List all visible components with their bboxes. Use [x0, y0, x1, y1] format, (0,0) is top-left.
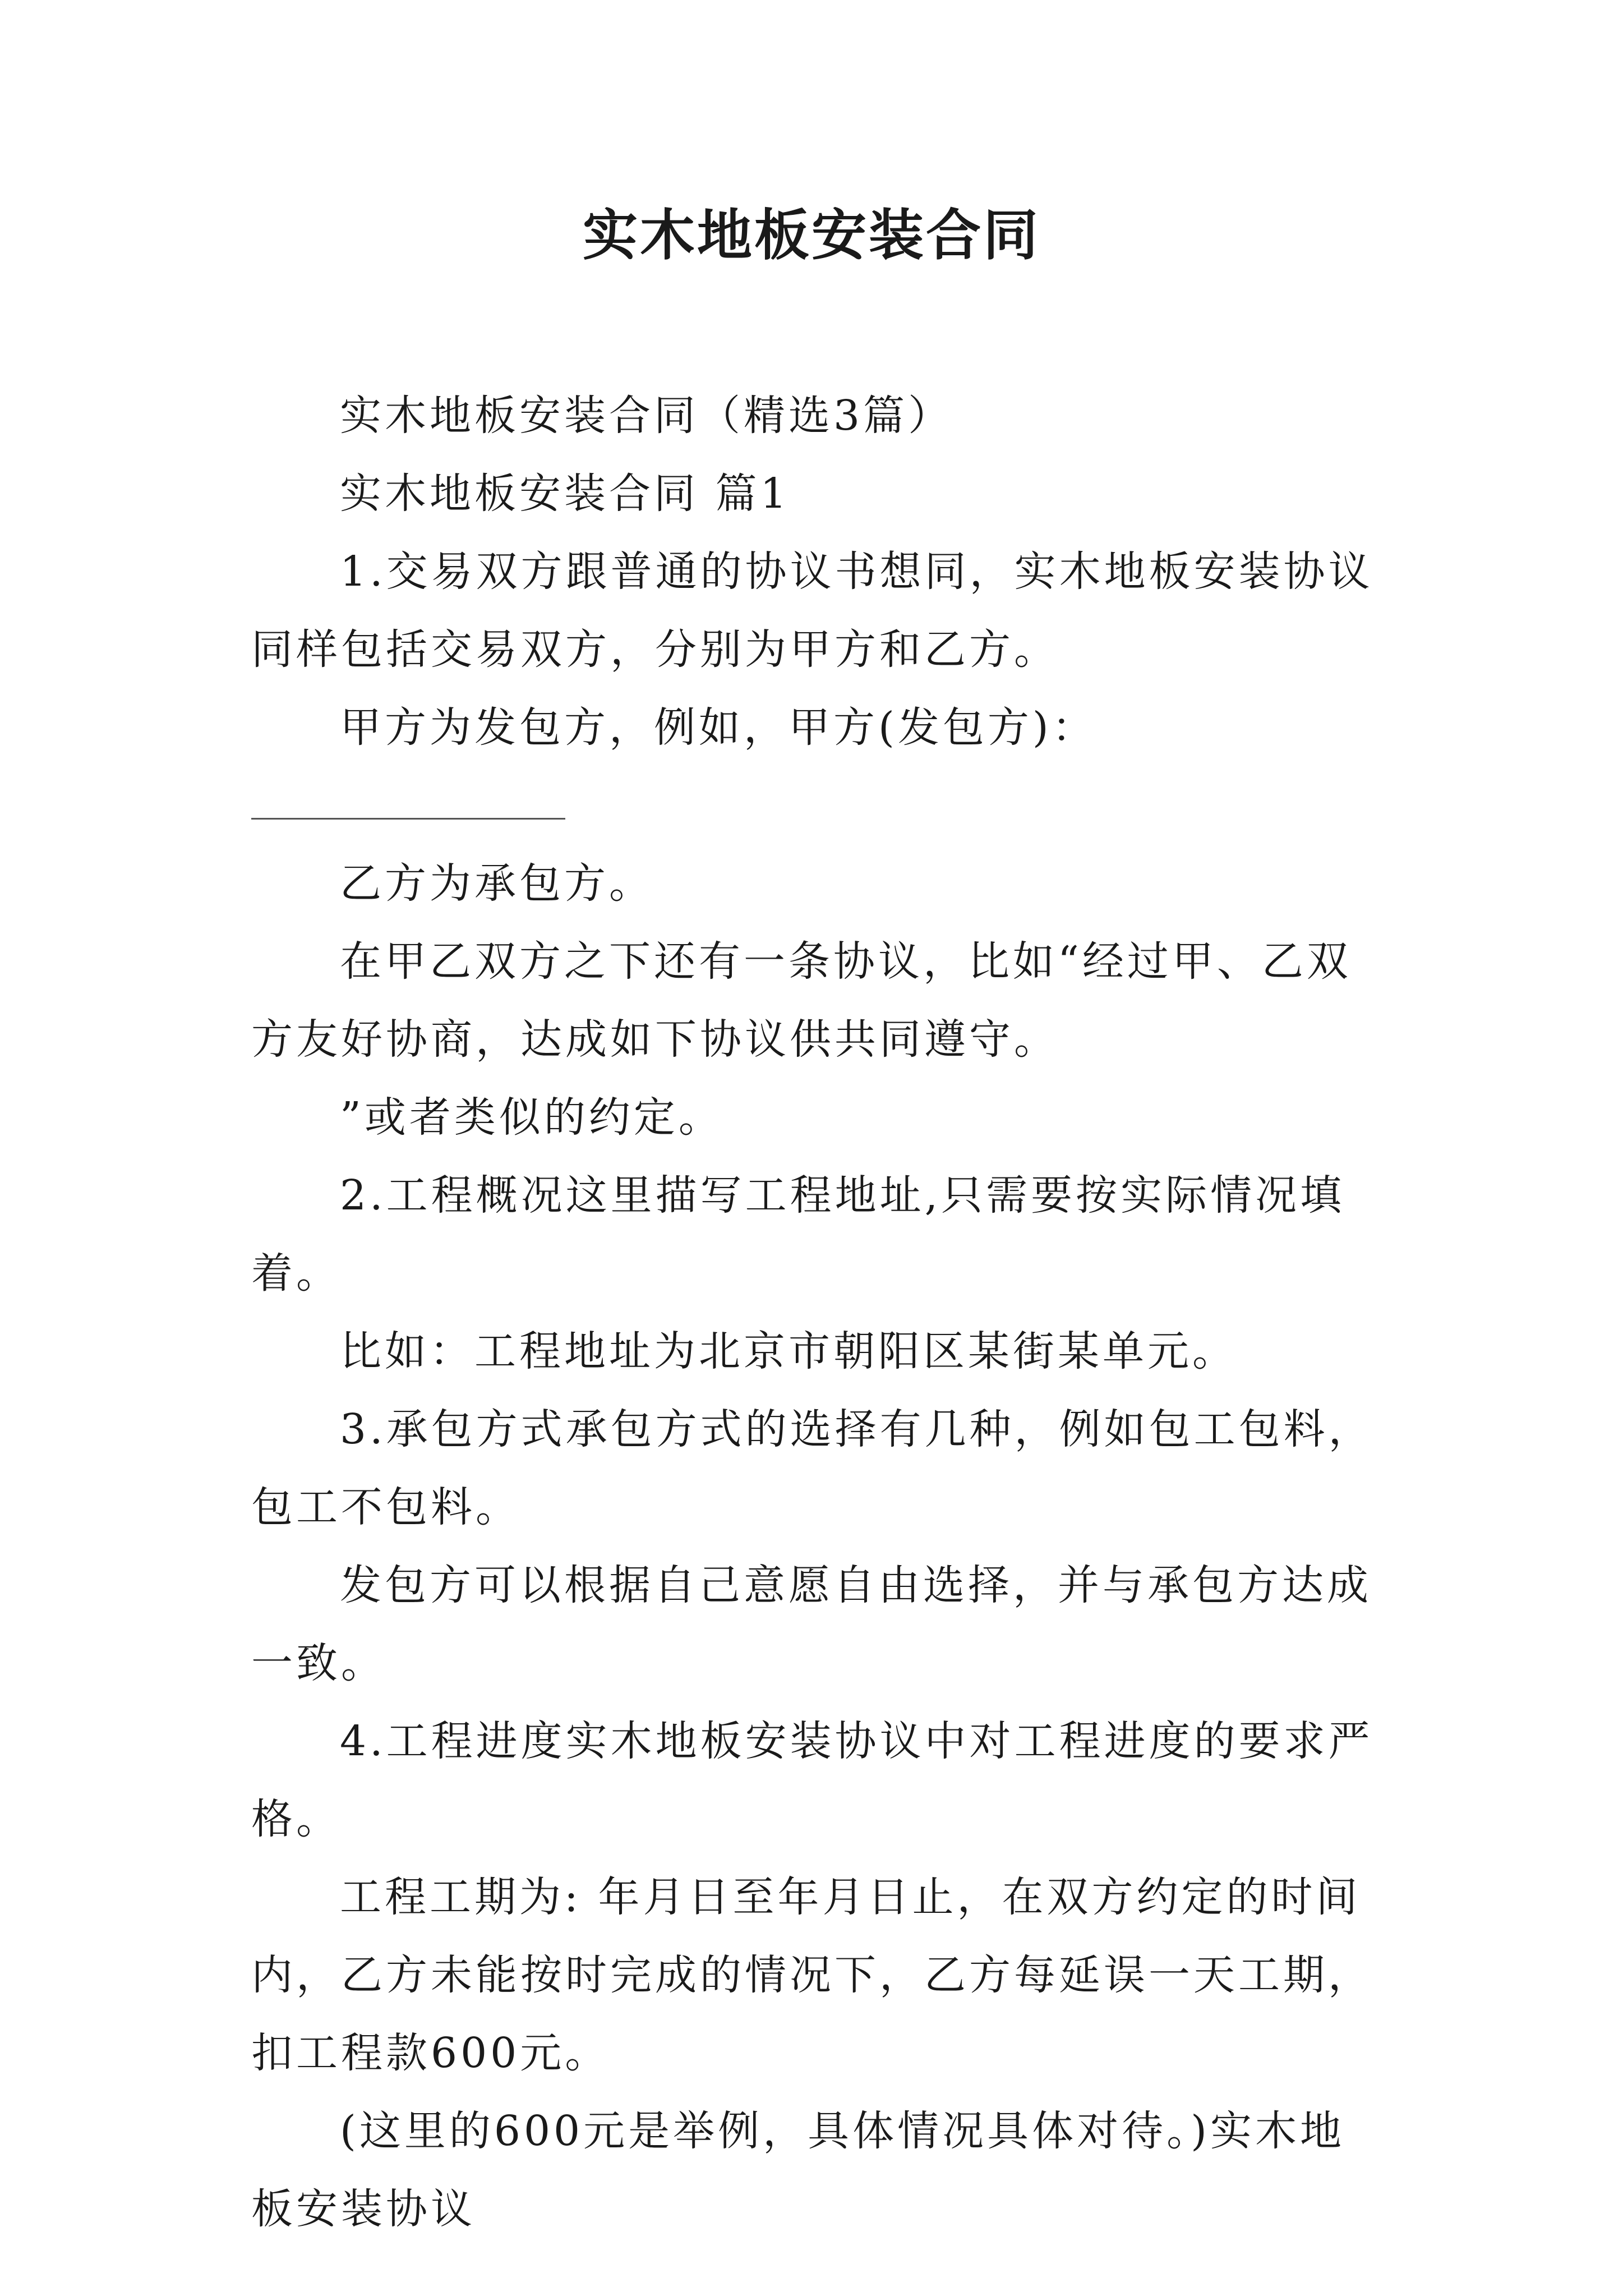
paragraph-mode-choice: 发包方可以根据自己意愿自由选择，并与承包方达成一致。 [251, 1561, 1372, 1687]
paragraph-address-example: 比如：工程地址为北京市朝阳区某街某单元。 [340, 1327, 1237, 1375]
paragraph-section-heading: 实木地板安装合同 篇1 [340, 470, 790, 518]
paragraph-project-overview: 2.工程概况这里描写工程地址,只需要按实际情况填着。 [251, 1171, 1345, 1297]
paragraph-parties: 1.交易双方跟普通的协议书想同，实木地板安装协议同样包括交易双方，分别为甲方和乙方。 [251, 547, 1373, 674]
paragraph-subtitle: 实木地板安装合同（精选3篇） [340, 392, 953, 440]
fill-in-blank-line [251, 784, 565, 820]
paragraph-note: (这里的600元是举例，具体情况具体对待。)实木地板安装协议 [251, 2107, 1345, 2233]
paragraph-party-a [251, 689, 1378, 845]
paragraph-duration: 工程工期为: 年月日至年月日止，在双方约定的时间内，乙方未能按时完成的情况下，乙方每延误一天工期，扣工程款600元。 [251, 1873, 1373, 2077]
paragraph-agreement: 在甲乙双方之下还有一条协议，比如“经过甲、乙双方友好协商，达成如下协议供共同遵守。 [251, 937, 1352, 1064]
document-title: 实木地板安装合同 [582, 203, 1040, 268]
document-body [251, 377, 1378, 2248]
paragraph-contract-mode: 3.承包方式承包方式的选择有几种，例如包工包料，包工不包料。 [251, 1405, 1373, 1531]
paragraph-schedule: 4.工程进度实木地板安装协议中对工程进度的要求严格。 [251, 1717, 1373, 1843]
paragraph-similar: ”或者类似的约定。 [340, 1093, 723, 1142]
party-a-text: 甲方为发包方，例如，甲方(发包方)： [340, 703, 1097, 752]
paragraph-party-b: 乙方为承包方。 [340, 859, 654, 908]
